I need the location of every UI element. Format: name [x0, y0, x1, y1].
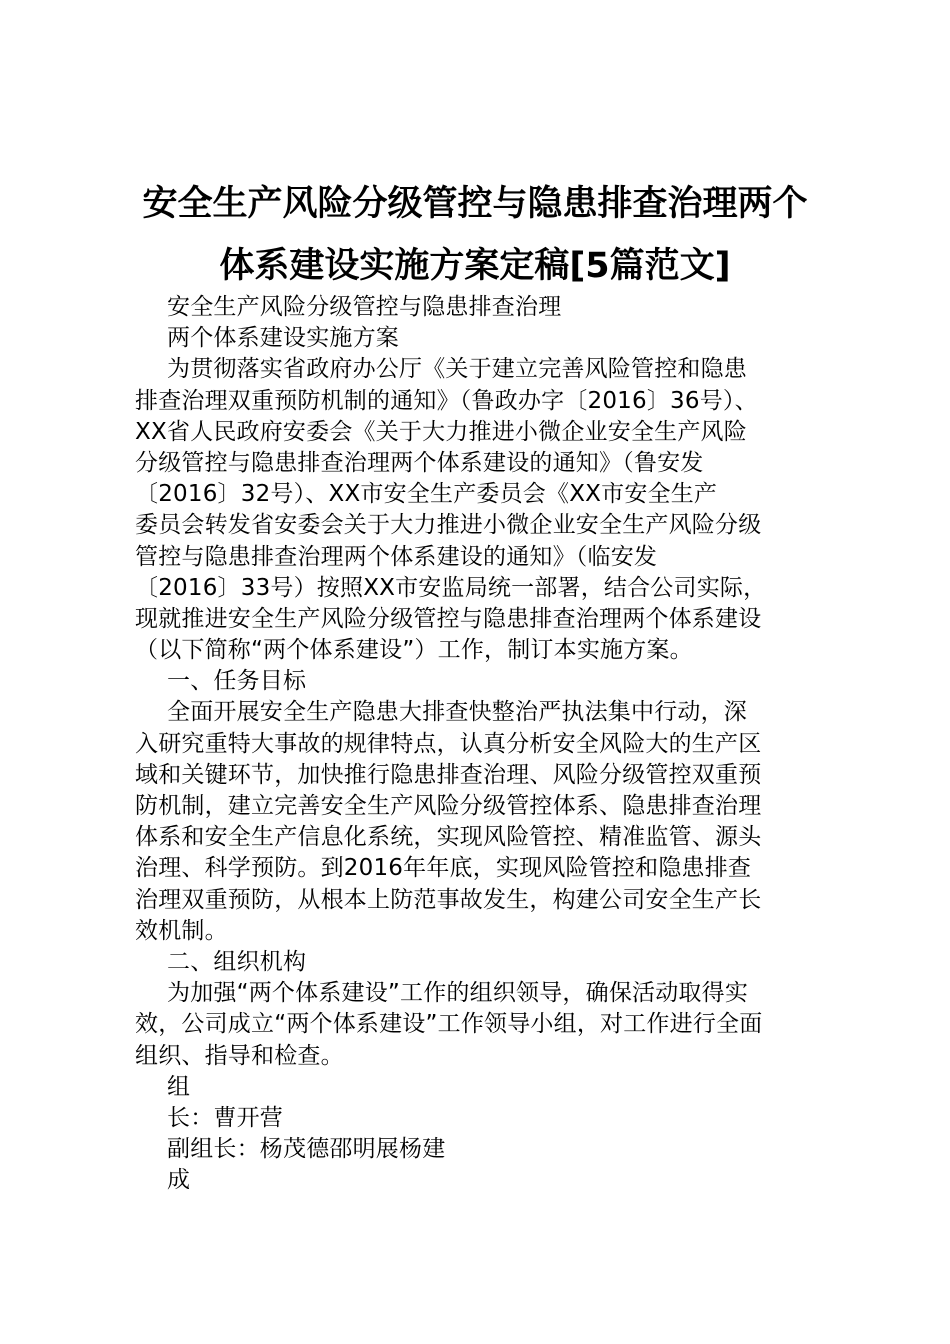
body-line: 体系和安全生产信息化系统，实现风险管控、精准监管、源头: [135, 824, 762, 851]
body-line: 入研究重特大事故的规律特点，认真分析安全风险大的生产区: [135, 730, 762, 757]
body-line: 副组长：杨茂德邵明展杨建: [167, 1136, 446, 1163]
body-line: 为贯彻落实省政府办公厅《关于建立完善风险管控和隐患: [167, 356, 747, 383]
body-line: XX省人民政府安委会《关于大力推进小微企业安全生产风险: [135, 418, 747, 445]
body-line: 分级管控与隐患排查治理两个体系建设的通知》（鲁安发: [135, 449, 704, 476]
body-line: 委员会转发省安委会关于大力推进小微企业安全生产风险分级: [135, 512, 762, 539]
body-line: 管控与隐患排查治理两个体系建设的通知》（临安发: [135, 543, 658, 570]
body-line: 域和关键环节，加快推行隐患排查治理、风险分级管控双重预: [135, 761, 762, 788]
body-line: 两个体系建设实施方案: [167, 325, 399, 352]
body-line: 组织、指导和检查。: [135, 1042, 344, 1069]
body-line: 为加强“两个体系建设”工作的组织领导，确保活动取得实: [167, 980, 749, 1007]
document-title-line-1: 安全生产风险分级管控与隐患排查治理两个: [142, 184, 808, 224]
body-line: 治理双重预防，从根本上防范事故发生，构建公司安全生产长: [135, 886, 762, 913]
body-line: 一、任务目标: [167, 668, 307, 695]
body-line: 全面开展安全生产隐患大排查快整治严执法集中行动，深: [167, 699, 747, 726]
body-line: 效机制。: [135, 917, 228, 944]
body-line: 二、组织机构: [167, 948, 307, 975]
body-line: 组: [167, 1073, 191, 1100]
body-line: 治理、科学预防。到2016年年底，实现风险管控和隐患排查: [135, 855, 752, 882]
body-line: 现就推进安全生产风险分级管控与隐患排查治理两个体系建设: [135, 605, 762, 632]
body-line: 〔2016〕33号）按照XX市安监局统一部署，结合公司实际，: [135, 574, 767, 601]
body-line: 成: [167, 1167, 191, 1194]
document-body: [135, 292, 827, 1196]
body-line: 〔2016〕32号）、XX市安全生产委员会《XX市安全生产: [135, 481, 718, 508]
body-line: 排查治理双重预防机制的通知》（鲁政办字〔2016〕36号）、: [135, 387, 758, 414]
body-line: 长：曹开营: [167, 1104, 283, 1131]
body-line: 防机制，建立完善安全生产风险分级管控体系、隐患排查治理: [135, 793, 762, 819]
document-title-line-2: 体系建设实施方案定稿[5篇范文]: [219, 246, 731, 286]
body-line: （以下简称“两个体系建设”）工作，制订本实施方案。: [135, 637, 693, 664]
body-line: 效，公司成立“两个体系建设”工作领导小组，对工作进行全面: [135, 1011, 763, 1038]
body-line: 安全生产风险分级管控与隐患排查治理: [167, 294, 562, 320]
